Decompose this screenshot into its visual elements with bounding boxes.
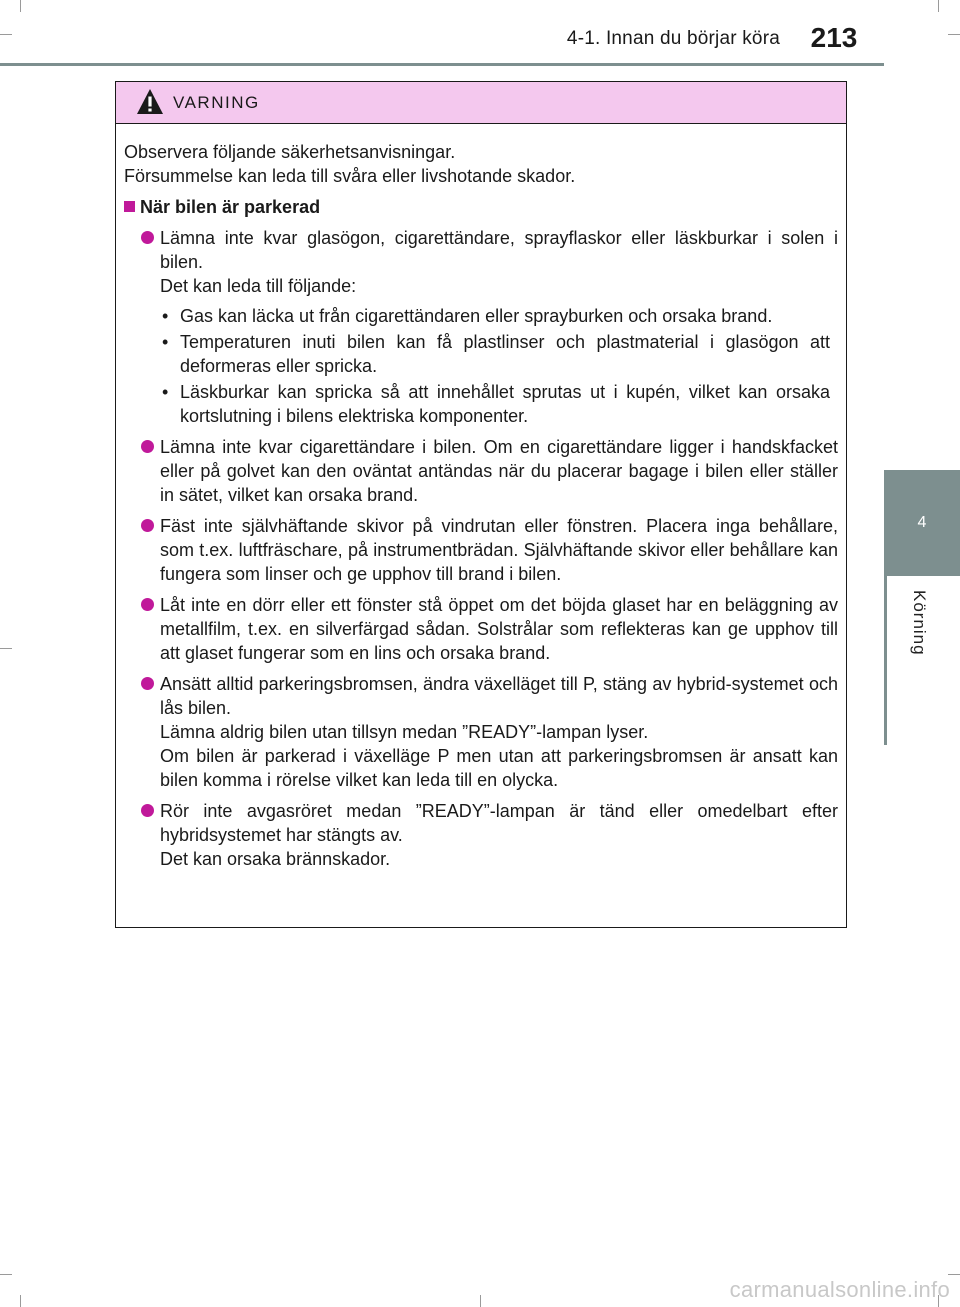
square-bullet-icon: [124, 201, 135, 212]
round-bullet-icon: [141, 804, 154, 817]
list-item: [124, 226, 838, 428]
section-title: 4-1. Innan du börjar köra: [566, 28, 780, 49]
sub-bullet-list: [160, 304, 838, 428]
crop-mark: [20, 1295, 21, 1307]
subheading-text: När bilen är parkerad: [140, 197, 321, 217]
chapter-side-tab: [884, 470, 960, 745]
list-item: [124, 799, 838, 871]
list-item: [124, 435, 838, 507]
item-text: Ansätt alltid parkeringsbromsen, ändra växelläget till P, stäng av hybrid-systemet och lås bilen.: [160, 674, 838, 718]
chapter-label: Körning: [910, 590, 929, 656]
sub-bullet: • Temperaturen inuti bilen kan få plastlinser och plastmaterial i glasögon att deformeras eller spricka.: [160, 330, 830, 378]
list-item: [124, 672, 838, 792]
warning-content: [124, 140, 838, 871]
item-text: Det kan leda till följande:: [160, 276, 357, 296]
intro-line: Försummelse kan leda till svåra eller livshotande skador.: [124, 166, 576, 186]
round-bullet-icon: [141, 440, 154, 453]
sub-bullet: • Läskburkar kan spricka så att innehållet sprutas ut i kupén, vilket kan orsaka kortslutning i bilens elektriska komponenter.: [160, 380, 830, 428]
header-rule: [0, 63, 884, 66]
crop-mark: [938, 0, 939, 12]
page-number: 213: [810, 22, 858, 53]
round-bullet-icon: [141, 598, 154, 611]
round-bullet-icon: [141, 519, 154, 532]
chapter-number: 4: [884, 470, 960, 576]
subheading: [124, 195, 838, 219]
crop-mark: [0, 1274, 12, 1275]
item-text: Om bilen är parkerad i växelläge P men utan att parkeringsbromsen är ansatt kan bilen komma i rörelse vilket kan leda till en olycka.: [160, 746, 838, 790]
crop-mark: [0, 34, 12, 35]
warning-header: [116, 82, 846, 124]
crop-mark: [480, 1295, 481, 1307]
crop-mark: [20, 0, 21, 12]
item-text: Fäst inte självhäftande skivor på vindrutan eller fönstren. Placera inga behållare, som t.ex. luftfräschare, på instrumentbrädan. Självhäftande skivor eller behållare kan fungera som linser och ge upphov till brand i bilen.: [160, 516, 838, 584]
watermark: carmanualsonline.info: [729, 1277, 950, 1302]
item-text: Lämna inte kvar glasögon, cigarettändare, sprayflaskor eller läskburkar i solen i bilen.: [160, 228, 838, 272]
round-bullet-icon: [141, 231, 154, 244]
warning-intro: [124, 140, 838, 188]
list-item: [124, 514, 838, 586]
item-text: Låt inte en dörr eller ett fönster stå öppet om det böjda glaset har en beläggning av metallfilm, t.ex. en silverfärgad sådan. Solstrålar som reflekteras kan ge upphov till att glaset fungerar som en lins och orsaka brand.: [160, 595, 838, 663]
crop-mark: [948, 34, 960, 35]
chapter-label-box: [884, 576, 960, 745]
warning-triangle-icon: [136, 88, 164, 116]
item-text: Det kan orsaka brännskador.: [160, 849, 391, 869]
item-text: Lämna aldrig bilen utan tillsyn medan ”READY”-lampan lyser.: [160, 722, 649, 742]
crop-mark: [0, 648, 12, 649]
item-text: Lämna inte kvar cigarettändare i bilen. Om en cigarettändare ligger i handskfacket eller på golvet kan den oväntat antändas när du placerar bagage i bilen eller ställer in sätet, vilket kan orsaka brand.: [160, 437, 838, 505]
warning-box: [115, 81, 847, 928]
item-text: Rör inte avgasröret medan ”READY”-lampan är tänd eller omedelbart efter hybridsystemet har stängts av.: [160, 801, 838, 845]
list-item: [124, 593, 838, 665]
round-bullet-icon: [141, 677, 154, 690]
sub-bullet: • Gas kan läcka ut från cigarettändaren eller sprayburken och orsaka brand.: [160, 304, 830, 328]
intro-line: Observera följande säkerhetsanvisningar.: [124, 142, 456, 162]
crop-mark: [948, 1274, 960, 1275]
warning-title: VARNING: [173, 93, 260, 112]
